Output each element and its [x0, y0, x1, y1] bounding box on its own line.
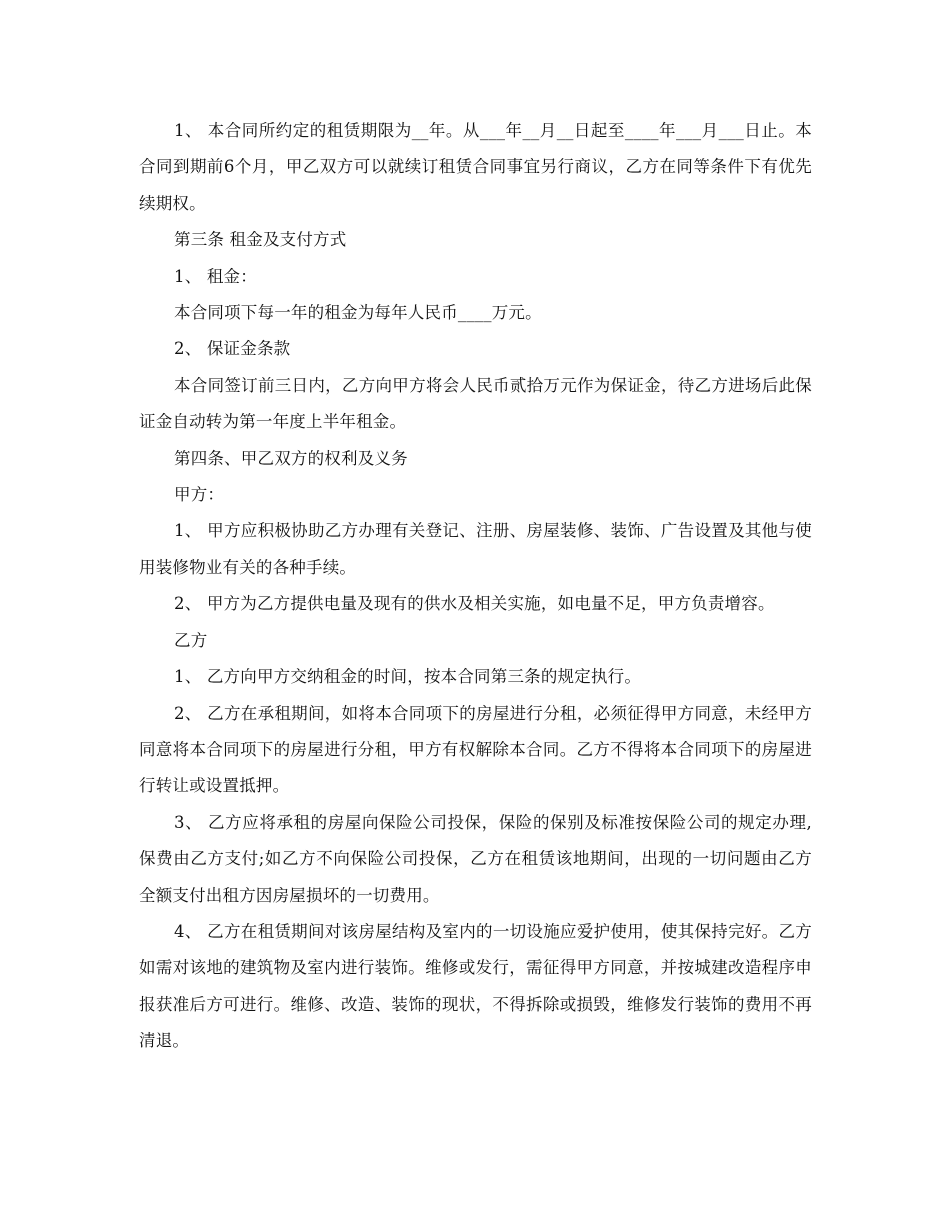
- heading-party-b: 乙方: [174, 630, 208, 650]
- paragraph-party-b-item-3: 3、 乙方应将承租的房屋向保险公司投保，保险的保别及标准按保险公司的规定办理,保费由乙方支付;如乙方不向保险公司投保，乙方在租赁该地期间，出现的一切问题由乙方全额支付出租方因房屋损坏的一切费用。: [139, 812, 812, 905]
- heading-article-4-rights-obligations: 第四条、甲乙双方的权利及义务: [174, 448, 408, 468]
- document-body: [139, 113, 812, 1060]
- paragraph-party-a-item-2: 2、 甲方为乙方提供电量及现有的供水及相关实施，如电量不足，甲方负责增容。: [174, 594, 775, 614]
- paragraph-annual-rent: 本合同项下每一年的租金为每年人民币____万元。: [174, 303, 542, 323]
- paragraph-rent-label: 1、 租金：: [174, 266, 257, 286]
- paragraph-lease-term: 1、 本合同所约定的租赁期限为__年。从___年__月__日起至____年___月___日止。本合同到期前6个月，甲乙双方可以就续订租赁合同事宜另行商议，乙方在同等条件下有优先续期权。: [139, 121, 812, 213]
- paragraph-party-b-item-1: 1、 乙方向甲方交纳租金的时间，按本合同第三条的规定执行。: [174, 667, 642, 687]
- paragraph-party-a-item-1: 1、 甲方应积极协助乙方办理有关登记、注册、房屋装修、装饰、广告设置及其他与使用装修物业有关的各种手续。: [139, 521, 812, 577]
- heading-article-3-rent-payment: 第三条 租金及支付方式: [174, 230, 347, 250]
- heading-party-a: 甲方：: [174, 485, 225, 505]
- paragraph-deposit-terms: 本合同签订前三日内，乙方向甲方将会人民币贰拾万元作为保证金，待乙方进场后此保证金自动转为第一年度上半年租金。: [139, 375, 812, 432]
- paragraph-party-b-item-4: 4、 乙方在租赁期间对该房屋结构及室内的一切设施应爱护使用，使其保持完好。乙方如需对该地的建筑物及室内进行装饰。维修或发行，需征得甲方同意，并按城建改造程序申报获准后方可进行。维修、改造、装饰的现状，不得拆除或损毁，维修发行装饰的费用不再清退。: [139, 921, 812, 1051]
- paragraph-party-b-item-2: 2、 乙方在承租期间，如将本合同项下的房屋进行分租，必须征得甲方同意，未经甲方同意将本合同项下的房屋进行分租，甲方有权解除本合同。乙方不得将本合同项下的房屋进行转让或设置抵押。: [139, 703, 812, 796]
- paragraph-deposit-label: 2、 保证金条款: [174, 339, 291, 359]
